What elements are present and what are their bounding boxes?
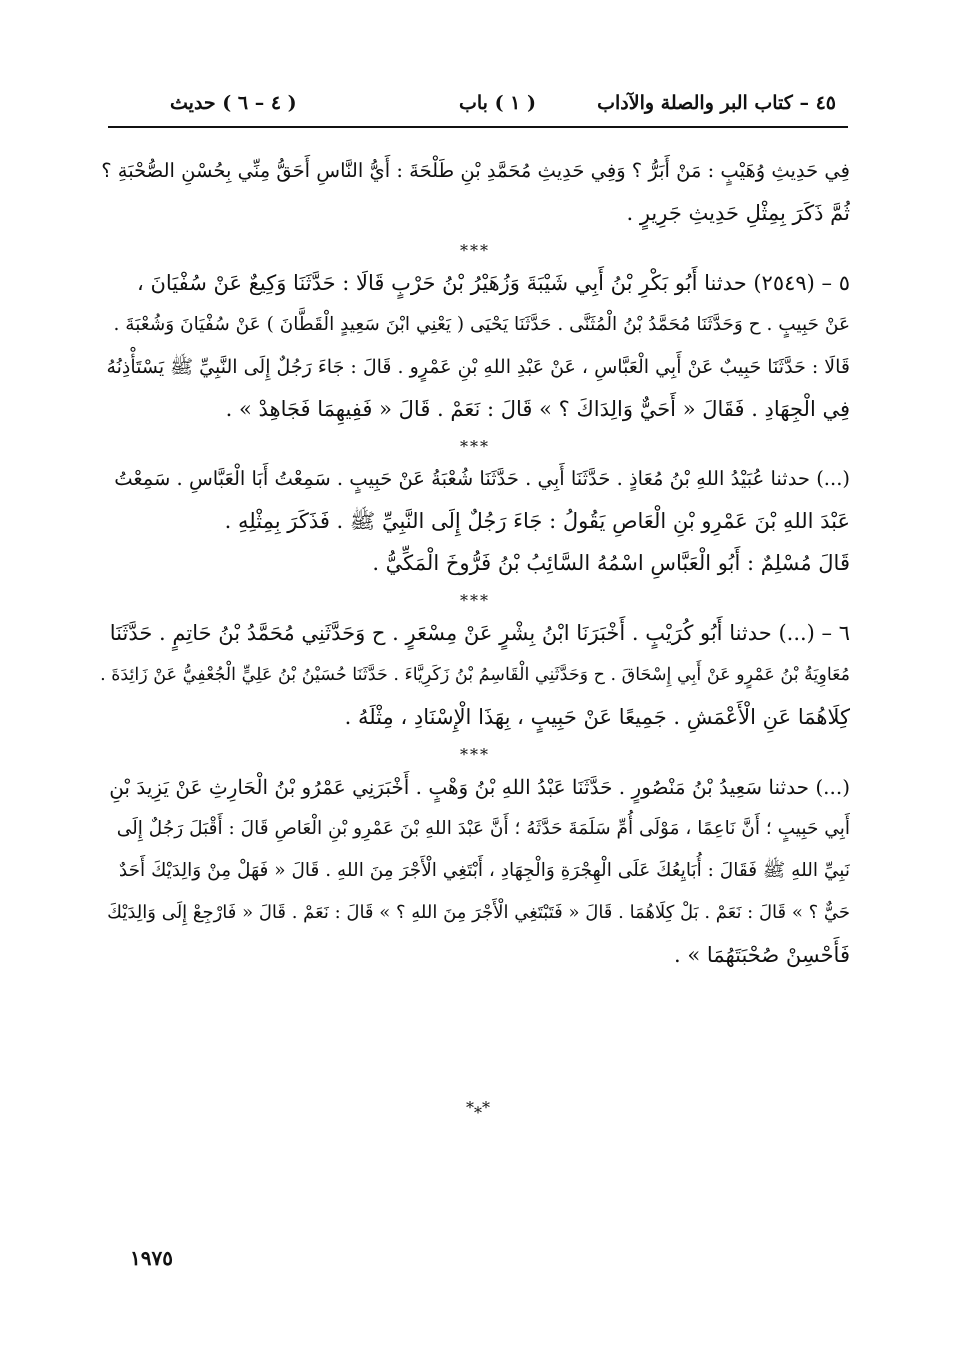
hadith-paragraph <box>100 766 850 976</box>
text-line: حَيٌّ ؟ » قَالَ : نَعَمْ . بَلْ كِلَاهُمَا . قَالَ « فَتَبْتَغِي الْأَجْرَ مِنَ اللهِ ؟ » قَالَ : نَعَمْ . قَالَ « فَارْجِعْ إِلَى وَالِدَيْكَ <box>107 902 850 923</box>
text-line: نَبِيِّ اللهِ ﷺ فَقَالَ : أُبَايِعُكَ عَلَى الْهِجْرَةِ وَالْجِهَادِ ، أَبْتَغِي الْأَجْرَ مِنَ اللهِ . قَالَ « فَهَلْ مِنْ وَالِدَيْكَ أَحَدٌ <box>118 860 850 881</box>
text-line: ٥ – (٢٥٤٩) حدثنا أَبُو بَكْرِ بْنُ أَبِي شَيْبَةَ وَزُهَيْرُ بْنُ حَرْبٍ قَالَا : حَدَّثَنَا وَكِيعٌ عَنْ سُفْيَانَ ، <box>137 271 850 295</box>
text-line: قَالَا : حَدَّثَنَا حَبِيبٌ عَنْ أَبِي الْعَبَّاسِ ، عَنْ عَبْدِ اللهِ بْنِ عَمْرٍو . قَالَ : جَاءَ رَجُلٌ إِلَى النَّبِيِّ ﷺ يَسْتَأْذِنُهُ <box>106 356 850 378</box>
hadith-paragraph <box>100 612 850 738</box>
text-line: (...) حدثنا عُبَيْدُ اللهِ بْنُ مُعَاذٍ . حَدَّثَنَا أَبِي . حَدَّثَنَا شُعْبَةُ عَنْ حَبِيبٍ . سَمِعْتُ أَبَا الْعَبَّاسِ . سَمِعْتُ <box>114 467 850 490</box>
section-separator-stars: *** <box>460 591 490 610</box>
text-line: ٦ – (...) حدثنا أَبُو كُرَيْبٍ . أَخْبَرَنَا ابْنُ بِشْرٍ عَنْ مِسْعَرٍ . ح وَحَدَّثَنِي مُحَمَّدُ بْنُ حَاتِمٍ . حَدَّثَنَا <box>109 621 850 645</box>
text-line: عَبْدَ اللهِ بْنَ عَمْرِو بْنِ الْعَاصِ يَقُولُ : جَاءَ رَجُلٌ إِلَى النَّبِيِّ ﷺ . فَذَكَرَ بِمِثْلِهِ . <box>224 509 850 533</box>
text-line: (...) حدثنا سَعِيدُ بْنُ مَنْصُورٍ . حَدَّثَنَا عَبْدُ اللهِ بْنُ وَهْبٍ . أَخْبَرَنِي عَمْرُو بْنُ الْحَارِثِ عَنْ يَزِيدَ بْنِ <box>109 775 850 799</box>
text-line: عَنْ حَبِيبٍ . ح وَحَدَّثَنَا مُحَمَّدُ بْنُ الْمُثَنَّى . حَدَّثَنَا يَحْيَى ( يَعْنِي ابْنَ سَعِيدٍ الْقَطَّانَ ) عَنْ سُفْيَانَ وَشُعْبَةَ . <box>113 314 850 335</box>
section-separator-stars: *** <box>460 437 490 456</box>
text-line: فِي حَدِيثِ وُهَيْبٍ : مَنْ أَبَرُّ ؟ وَفِي حَدِيثِ مُحَمَّدِ بْنِ طَلْحَةَ : أَيُّ النَّاسِ أَحَقُّ مِنِّي بِحُسْنِ الصُّحْبَةِ ؟ <box>101 159 850 182</box>
text-line: ثُمَّ ذَكَرَ بِمِثْلِ حَدِيثِ جَرِيرٍ . <box>626 201 850 225</box>
text-line: قَالَ مُسْلِمٌ : أَبُو الْعَبَّاسِ اسْمُهُ السَّائِبُ بْنُ فَرُّوخَ الْمَكِّيُّ . <box>372 551 850 575</box>
header-divider <box>108 126 848 128</box>
text-line: فَأَحْسِنْ صُحْبَتَهُمَا » . <box>674 943 850 967</box>
running-header <box>110 92 836 124</box>
book-title: ٤٥ – كتاب البر والصلة والآداب <box>597 92 836 114</box>
text-line: كِلَاهُمَا عَنِ الْأَعْمَشِ . جَمِيعًا عَنْ حَبِيبٍ ، بِهَذَا الْإِسْنَادِ ، مِثْلَهُ . <box>344 705 850 729</box>
hadith-text-body <box>100 150 850 984</box>
hadith-paragraph <box>100 262 850 430</box>
section-separator-stars: *** <box>460 745 490 764</box>
end-ornament: *⁎* <box>466 1098 490 1117</box>
text-line: أَبِي حَبِيبٍ ؛ أَنَّ نَاعِمًا ، مَوْلَى أُمِّ سَلَمَةَ حَدَّثَهُ ؛ أَنَّ عَبْدَ اللهِ بْنَ عَمْرِو بْنِ الْعَاصِ قَالَ : أَقْبَلَ رَجُلٌ إِلَى <box>116 818 850 839</box>
hadith-paragraph <box>100 458 850 584</box>
text-line: مُعَاوِيَةُ بْنُ عَمْرٍو عَنْ أَبِي إِسْحَاقَ . ح وَحَدَّثَنِي الْقَاسِمُ بْنُ زَكَرِيَّاءَ . حَدَّثَنَا حُسَيْنُ بْنُ عَلِيٍّ الْجُعْفِيُّ عَنْ زَائِدَةَ . <box>100 665 850 685</box>
hadith-range: ( ٤ – ٦ ) حديث <box>170 92 297 114</box>
chapter-label: ( ١ ) باب <box>458 92 536 114</box>
hadith-paragraph <box>100 150 850 234</box>
section-separator-stars: *** <box>460 241 490 260</box>
page-number: ١٩٧٥ <box>130 1246 173 1270</box>
text-line: فِي الْجِهَادِ . فَقَالَ « أَحَيٌّ وَالِدَاكَ ؟ » قَالَ : نَعَمْ . قَالَ « فَفِيهِمَا فَجَاهِدْ » . <box>225 397 850 421</box>
